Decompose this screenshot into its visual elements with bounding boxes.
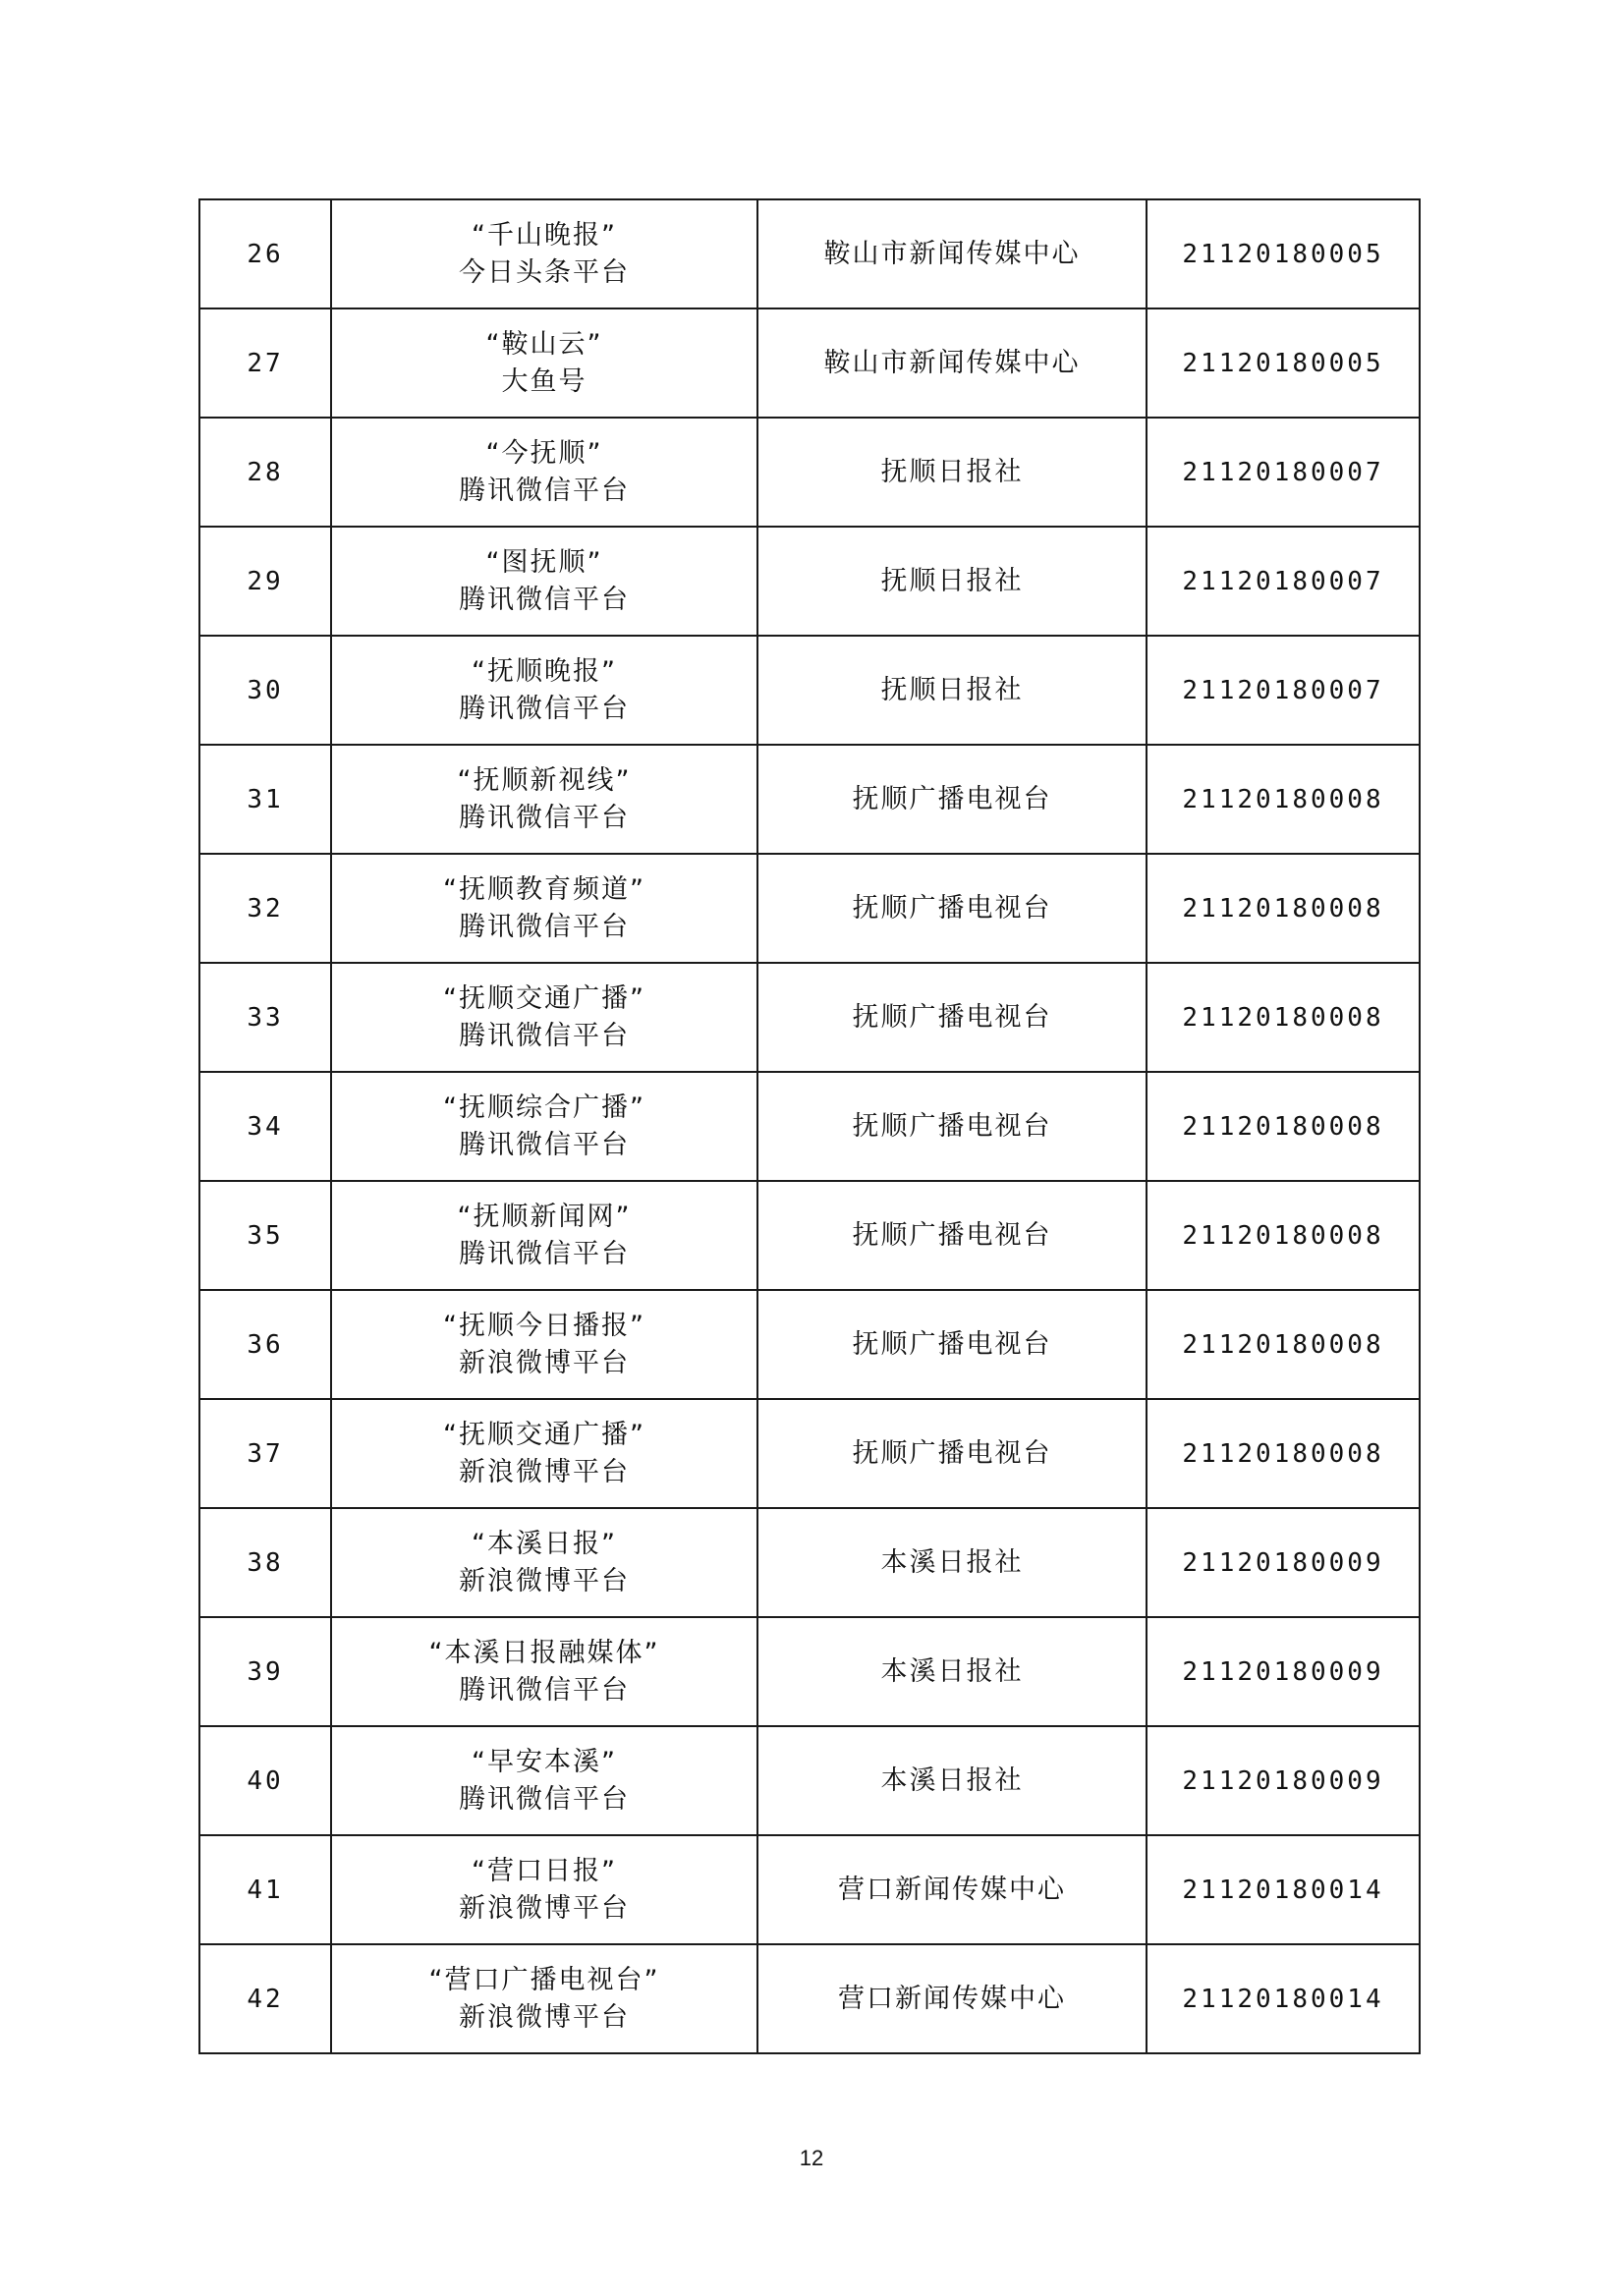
account-name: “抚顺交通广播” xyxy=(443,982,645,1014)
account-name-cell xyxy=(331,636,757,745)
account-name: “本溪日报融媒体” xyxy=(428,1637,660,1668)
account-platform: 新浪微博平台 xyxy=(459,1565,630,1596)
license-code-cell: 21120180007 xyxy=(1147,636,1420,745)
account-platform: 腾讯微信平台 xyxy=(459,693,630,724)
account-name-cell xyxy=(331,1399,757,1508)
account-name-cell xyxy=(331,1181,757,1290)
license-code-cell: 21120180005 xyxy=(1147,308,1420,418)
row-number-cell: 37 xyxy=(199,1399,331,1508)
account-name-cell xyxy=(331,1508,757,1617)
account-platform: 新浪微博平台 xyxy=(459,1892,630,1924)
license-code-cell: 21120180005 xyxy=(1147,199,1420,308)
row-number-cell: 29 xyxy=(199,527,331,636)
organization-cell: 鞍山市新闻传媒中心 xyxy=(757,308,1147,418)
account-name: “抚顺今日播报” xyxy=(443,1310,645,1341)
account-name-cell xyxy=(331,1072,757,1181)
account-name: “抚顺综合广播” xyxy=(443,1092,645,1123)
account-platform: 新浪微博平台 xyxy=(459,2001,630,2033)
table-row xyxy=(199,963,1420,1072)
license-code-cell: 21120180008 xyxy=(1147,1072,1420,1181)
organization-cell: 抚顺广播电视台 xyxy=(757,854,1147,963)
license-code-cell: 21120180008 xyxy=(1147,1290,1420,1399)
row-number-cell: 38 xyxy=(199,1508,331,1617)
account-platform: 腾讯微信平台 xyxy=(459,911,630,942)
table-row xyxy=(199,527,1420,636)
row-number-cell: 32 xyxy=(199,854,331,963)
row-number-cell: 40 xyxy=(199,1726,331,1835)
account-platform: 腾讯微信平台 xyxy=(459,802,630,833)
license-code-cell: 21120180008 xyxy=(1147,963,1420,1072)
account-name: “营口日报” xyxy=(472,1855,617,1886)
row-number-cell: 27 xyxy=(199,308,331,418)
account-platform: 腾讯微信平台 xyxy=(459,1783,630,1815)
row-number-cell: 35 xyxy=(199,1181,331,1290)
account-name-cell xyxy=(331,308,757,418)
table-row xyxy=(199,1835,1420,1944)
account-name: “鞍山云” xyxy=(485,328,603,360)
account-name-cell xyxy=(331,418,757,527)
account-name-cell xyxy=(331,745,757,854)
license-code-cell: 21120180008 xyxy=(1147,854,1420,963)
account-platform: 今日头条平台 xyxy=(459,256,630,288)
account-name-cell xyxy=(331,1290,757,1399)
account-platform: 腾讯微信平台 xyxy=(459,584,630,615)
media-registry-table xyxy=(198,198,1421,2054)
account-name: “图抚顺” xyxy=(485,546,603,578)
organization-cell: 营口新闻传媒中心 xyxy=(757,1835,1147,1944)
account-name: “抚顺新闻网” xyxy=(457,1201,632,1232)
account-name: “抚顺新视线” xyxy=(457,764,632,796)
account-platform: 腾讯微信平台 xyxy=(459,475,630,506)
license-code-cell: 21120180008 xyxy=(1147,745,1420,854)
account-name-cell xyxy=(331,1726,757,1835)
license-code-cell: 21120180014 xyxy=(1147,1835,1420,1944)
license-code-cell: 21120180008 xyxy=(1147,1181,1420,1290)
license-code-cell: 21120180014 xyxy=(1147,1944,1420,2053)
row-number-cell: 28 xyxy=(199,418,331,527)
row-number-cell: 41 xyxy=(199,1835,331,1944)
table-row xyxy=(199,1181,1420,1290)
account-name-cell xyxy=(331,199,757,308)
table-row xyxy=(199,1399,1420,1508)
organization-cell: 抚顺广播电视台 xyxy=(757,745,1147,854)
organization-cell: 营口新闻传媒中心 xyxy=(757,1944,1147,2053)
license-code-cell: 21120180009 xyxy=(1147,1508,1420,1617)
organization-cell: 本溪日报社 xyxy=(757,1726,1147,1835)
account-platform: 腾讯微信平台 xyxy=(459,1674,630,1706)
table-row xyxy=(199,1617,1420,1726)
account-name-cell xyxy=(331,527,757,636)
account-name-cell xyxy=(331,1617,757,1726)
row-number-cell: 36 xyxy=(199,1290,331,1399)
account-platform: 新浪微博平台 xyxy=(459,1456,630,1487)
row-number-cell: 30 xyxy=(199,636,331,745)
account-platform: 新浪微博平台 xyxy=(459,1347,630,1378)
license-code-cell: 21120180008 xyxy=(1147,1399,1420,1508)
account-platform: 腾讯微信平台 xyxy=(459,1238,630,1269)
organization-cell: 抚顺广播电视台 xyxy=(757,1181,1147,1290)
row-number-cell: 39 xyxy=(199,1617,331,1726)
account-name-cell xyxy=(331,963,757,1072)
account-name: “营口广播电视台” xyxy=(428,1964,660,1995)
organization-cell: 鞍山市新闻传媒中心 xyxy=(757,199,1147,308)
license-code-cell: 21120180007 xyxy=(1147,418,1420,527)
page-number: 12 xyxy=(799,2146,824,2170)
account-name: “本溪日报” xyxy=(472,1528,617,1559)
account-platform: 大鱼号 xyxy=(501,365,588,397)
organization-cell: 抚顺广播电视台 xyxy=(757,1290,1147,1399)
table-row xyxy=(199,1726,1420,1835)
account-platform: 腾讯微信平台 xyxy=(459,1020,630,1051)
table-row xyxy=(199,636,1420,745)
license-code-cell: 21120180009 xyxy=(1147,1726,1420,1835)
table-row xyxy=(199,1508,1420,1617)
license-code-cell: 21120180007 xyxy=(1147,527,1420,636)
account-name-cell xyxy=(331,1944,757,2053)
account-name-cell xyxy=(331,1835,757,1944)
organization-cell: 抚顺日报社 xyxy=(757,418,1147,527)
table-row xyxy=(199,854,1420,963)
account-name: “今抚顺” xyxy=(485,437,603,469)
license-code-cell: 21120180009 xyxy=(1147,1617,1420,1726)
account-name: “早安本溪” xyxy=(472,1746,617,1777)
row-number-cell: 42 xyxy=(199,1944,331,2053)
table-row xyxy=(199,199,1420,308)
account-name: “抚顺晚报” xyxy=(472,655,617,687)
table-row xyxy=(199,418,1420,527)
table-row xyxy=(199,1290,1420,1399)
account-name-cell xyxy=(331,854,757,963)
table-row xyxy=(199,1072,1420,1181)
row-number-cell: 31 xyxy=(199,745,331,854)
table-row xyxy=(199,745,1420,854)
row-number-cell: 26 xyxy=(199,199,331,308)
organization-cell: 抚顺广播电视台 xyxy=(757,1072,1147,1181)
table-row xyxy=(199,308,1420,418)
table-row xyxy=(199,1944,1420,2053)
table-body xyxy=(199,199,1420,2053)
organization-cell: 抚顺日报社 xyxy=(757,636,1147,745)
account-name: “千山晚报” xyxy=(472,219,617,251)
organization-cell: 本溪日报社 xyxy=(757,1508,1147,1617)
organization-cell: 抚顺广播电视台 xyxy=(757,963,1147,1072)
organization-cell: 抚顺日报社 xyxy=(757,527,1147,636)
organization-cell: 抚顺广播电视台 xyxy=(757,1399,1147,1508)
organization-cell: 本溪日报社 xyxy=(757,1617,1147,1726)
row-number-cell: 34 xyxy=(199,1072,331,1181)
row-number-cell: 33 xyxy=(199,963,331,1072)
account-platform: 腾讯微信平台 xyxy=(459,1129,630,1160)
account-name: “抚顺教育频道” xyxy=(443,873,645,905)
account-name: “抚顺交通广播” xyxy=(443,1419,645,1450)
